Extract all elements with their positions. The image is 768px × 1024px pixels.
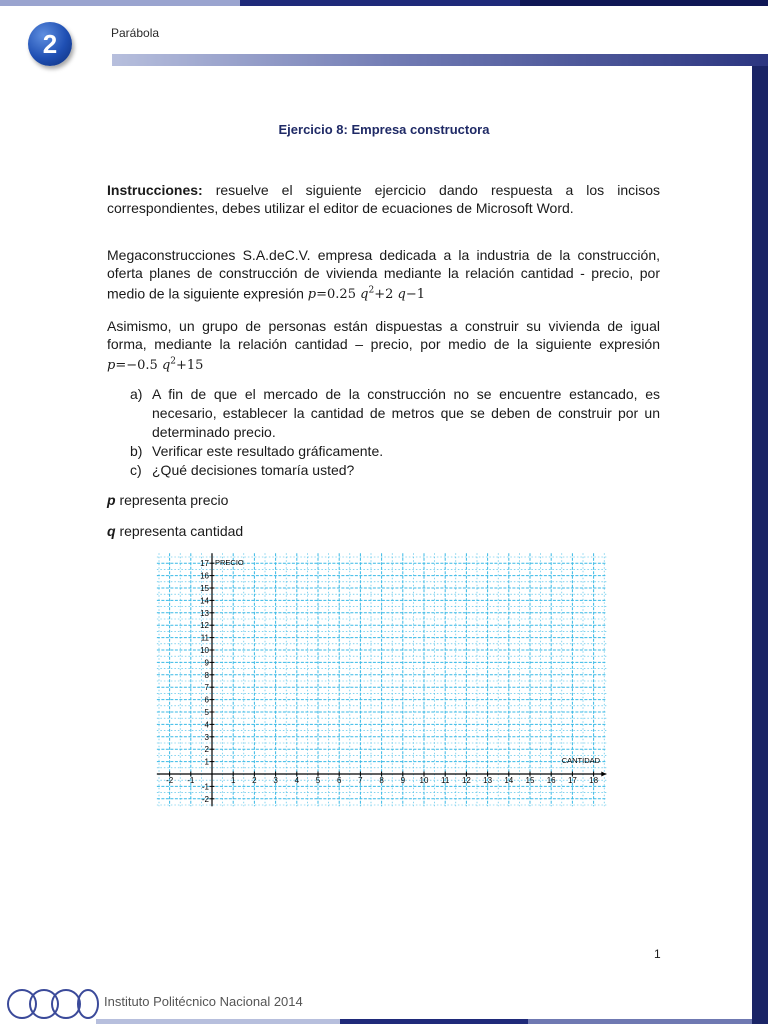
x-tick-label: 11 (441, 776, 450, 785)
eq2-var: q (161, 358, 171, 374)
instructions-paragraph (107, 181, 660, 217)
footer-bar-dark (340, 1019, 528, 1024)
eq2-constant: +15 (176, 358, 204, 374)
x-tick-label: 17 (567, 776, 577, 785)
x-tick-label: 13 (483, 776, 493, 785)
eq2-exponent: 2 (170, 357, 177, 367)
y-tick-label: 9 (204, 658, 209, 668)
eq-lhs: p (307, 287, 317, 303)
footer-bar-light (96, 1019, 340, 1024)
y-tick-label: 6 (204, 695, 209, 705)
y-tick-label: 4 (204, 720, 209, 730)
y-tick-label: 17 (200, 559, 209, 569)
eq-constant: −1 (405, 287, 425, 303)
variable-q (107, 523, 243, 539)
item-label: b) (130, 443, 143, 459)
y-tick-label: 13 (200, 608, 209, 618)
y-tick-label: 12 (200, 621, 209, 631)
x-tick-label: 4 (294, 776, 300, 785)
item-label: a) (130, 386, 143, 402)
eq-sign: = (316, 287, 328, 303)
x-axis-arrow (601, 772, 606, 777)
eq-coef: 0.25 (327, 287, 356, 303)
eq2-coef: −0.5 (126, 358, 158, 374)
graph-grid (150, 548, 610, 810)
y-tick-label: -1 (201, 782, 209, 792)
top-bar-darker (520, 0, 768, 6)
x-tick-label: 8 (379, 776, 384, 785)
eq-var: q (360, 287, 369, 303)
y-tick-label: 10 (200, 646, 209, 655)
eq-term: +2 (374, 287, 394, 303)
y-tick-label: 11 (200, 633, 209, 643)
variable-symbol: q (107, 523, 116, 539)
x-tick-label: 14 (504, 776, 514, 785)
x-tick-label: 7 (358, 776, 363, 785)
instructions-text: resuelve el siguiente ejercicio dando respuesta a los incisos correspondientes, debes utilizar el editor de ecuaciones de Microsoft Word. (107, 182, 661, 216)
x-tick-label: -2 (166, 776, 174, 785)
list-item (130, 385, 660, 442)
x-tick-label: 6 (336, 776, 342, 785)
chapter-badge (28, 22, 72, 66)
eq-var2: q (397, 287, 406, 303)
y-tick-label: 5 (204, 708, 209, 717)
x-tick-label: 2 (252, 776, 257, 785)
y-tick-label: 8 (204, 670, 209, 680)
item-text: Verificar este resultado gráficamente. (152, 443, 384, 459)
x-tick-label: 16 (546, 776, 556, 785)
supply-equation (308, 287, 425, 302)
x-tick-label: 15 (525, 776, 535, 785)
x-tick-label: 5 (315, 776, 321, 785)
list-item (130, 442, 660, 461)
x-tick-label: 9 (400, 776, 406, 785)
institution-logo-icon (4, 986, 100, 1022)
instructions-label: Instrucciones: (107, 182, 203, 198)
y-tick-label: 15 (200, 584, 209, 593)
variable-description: representa cantidad (115, 523, 244, 539)
y-tick-label: 16 (200, 571, 209, 581)
demand-equation (107, 358, 203, 373)
x-axis-label: CANTIDAD (561, 755, 601, 765)
x-tick-label: 1 (230, 776, 236, 785)
item-text: A fin de que el mercado de la construcción no se encuentre estancado, es necesario, establecer la cantidad de metros que se deben de construir por un determinado precio. (152, 386, 660, 440)
topic-title: Parábola (111, 26, 160, 40)
variable-description: representa precio (115, 492, 229, 508)
exercise-title: Ejercicio 8: Empresa constructora (278, 122, 490, 137)
x-tick-label: 18 (589, 776, 599, 785)
y-tick-label: -2 (201, 794, 209, 804)
y-tick-label: 2 (204, 745, 209, 755)
y-tick-label: 7 (204, 683, 209, 693)
page-number: 1 (654, 947, 661, 961)
paragraph-people-text: Asimismo, un grupo de personas están dispuestas a construir su vivienda de igual forma, mediante la relación cantidad – precio, por medio de la siguiente expresión (107, 318, 660, 352)
variable-p (107, 492, 228, 508)
list-item (130, 461, 660, 480)
y-tick-label: 3 (204, 732, 209, 742)
questions-list (130, 385, 660, 480)
y-axis-label: PRECIO (215, 558, 244, 568)
x-tick-label: 12 (461, 776, 471, 785)
paragraph-company-text: Megaconstrucciones S.A.deC.V. empresa dedicada a la industria de la construcción, oferta planes de construcción de vivienda mediante la relación cantidad - precio, por medio de la siguiente expresión (107, 247, 660, 302)
paragraph-company (107, 246, 660, 304)
top-bar-light (0, 0, 240, 6)
footer-bar-mid (528, 1019, 752, 1024)
y-tick-label: 1 (204, 757, 209, 767)
paragraph-people (107, 317, 660, 375)
eq-exponent: 2 (368, 286, 375, 296)
item-label: c) (130, 462, 142, 478)
chapter-number: 2 (42, 28, 58, 59)
institution-name: Instituto Politécnico Nacional 2014 (104, 994, 303, 1009)
item-text: ¿Qué decisiones tomaría usted? (152, 462, 355, 478)
x-tick-label: 10 (419, 776, 429, 785)
eq2-sign: = (115, 358, 127, 374)
x-tick-label: -1 (187, 776, 195, 785)
eq2-lhs: p (107, 358, 116, 374)
y-tick-label: 14 (200, 596, 209, 606)
variable-symbol: p (107, 492, 116, 508)
right-side-bar (752, 66, 768, 1024)
x-tick-label: 3 (273, 776, 278, 785)
header-gradient-bar (112, 54, 768, 66)
